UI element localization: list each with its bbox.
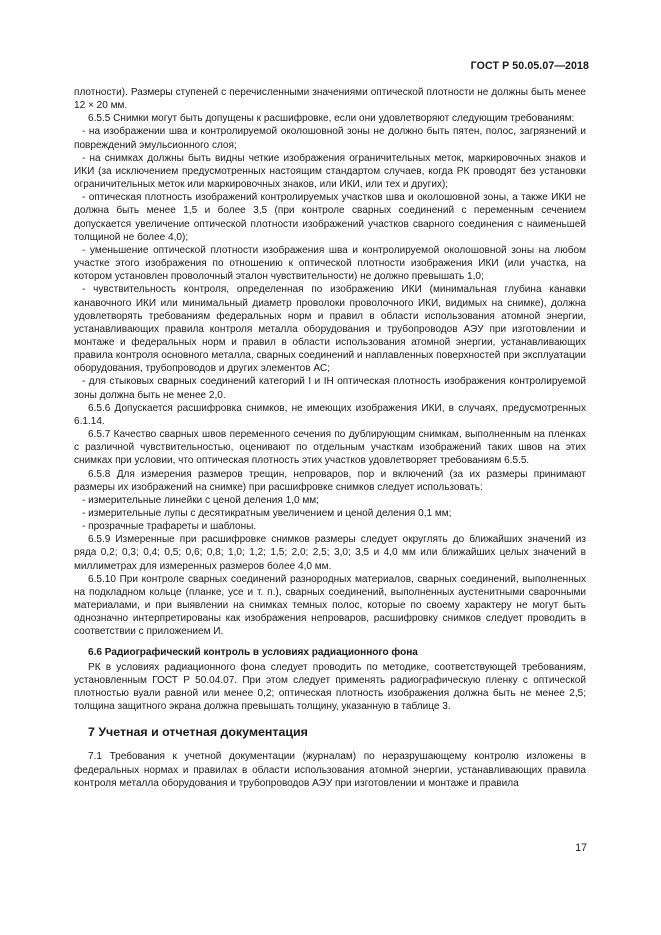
- paragraph-6-5-8: 6.5.8 Для измерения размеров трещин, непроваров, пор и включений (за их размеры принимают размеры их изображений на снимке) при расшифровке снимков следует использовать:: [74, 468, 586, 493]
- page-number: 17: [575, 842, 587, 854]
- paragraph-6-5-9: 6.5.9 Измеренные при расшифровке снимков размеры следует округлять до ближайших значений из ряда 0,2; 0,3; 0,4; 0,5; 0,6; 0,8; 1,0; 1,2; 1,5; 2,0; 2,5; 3,0; 3,5 и 4,0 мм или ближайших целых значений в миллиметрах для измеренных размеров более 4,0 мм.: [74, 534, 586, 572]
- list-item: - на снимках должны быть видны четкие изображения ограничительных меток, маркировочных знаков и ИКИ (за исключением предусмотренных настоящим стандартом случаев, когда РК проводят без установки ограничительных меток или маркировочных знаков, или ИКИ, или тех и других);: [74, 152, 586, 191]
- paragraph-6-5-10: 6.5.10 При контроле сварных соединений разнородных материалов, сварных соединений, выполненных на подкладном кольце (планке, усе и т. п.), сварных соединений, выполненных аустенитными сварочными материалами, и при выявлении на снимках темных полос, которые по своему характеру не могут быть однозначно интерпретированы как изображения непроваров, расшифровку снимков следует проводить в соответствии с приложением И.: [74, 573, 586, 638]
- section-heading: 7 Учетная и отчетная документация: [88, 725, 308, 740]
- list-item: - оптическая плотность изображений контролируемых участков шва и околошовной зоны, а также ИКИ не должна быть менее 1,5 и более 3,5 (при контроле сварных соединений с переменным сечением допускается увеличение оптической плотности изображений участков сварного соединения с наименьшей толщиной не более 4,0);: [74, 192, 586, 243]
- paragraph-7-1: 7.1 Требования к учетной документации (журналам) по неразрушающему контролю изложены в федеральных нормах и правилах в области использования атомной энергии, устанавливающих правила контроля металла оборудования и трубопроводов АЭУ при изготовлении и монтаже и правила: [74, 751, 586, 789]
- subsection-heading: 6.6 Радиографический контроль в условиях радиационного фона: [88, 646, 418, 658]
- paragraph-6-6: РК в условиях радиационного фона следует проводить по методике, соответствующей требованиям, установленным ГОСТ Р 50.04.07. При этом следует применять радиографическую пленку с оптической плотностью вуали равной или менее 0,2; оптическая плотность изображения должна быть не менее 2,5; толщина защитного экрана должна превышать толщину, указанную в таблице 3.: [74, 661, 586, 713]
- doc-code-header: ГОСТ Р 50.05.07—2018: [470, 60, 589, 72]
- list-item: - чувствительность контроля, определенная по изображению ИКИ (минимальная глубина канавки канавочного ИКИ или минимальный диаметр проволоки проволочного ИКИ, видимых на снимке), должна удовлетворять требованиям федеральных норм и правил в области использования атомной энергии, устанавливающих правила контроля металла оборудования и трубопроводов АЭУ при изготовлении и монтаже и федеральных норм и правил в области использования атомной энергии, устанавливающих правила контроля основного металла, сварных соединений и наплавленных поверхностей при эксплуатации оборудования, трубопроводов и других элементов АС;: [74, 284, 586, 375]
- paragraph-6-5-6: 6.5.6 Допускается расшифровка снимков, не имеющих изображения ИКИ, в случаях, предусмотренных 6.1.14.: [74, 402, 586, 427]
- list-item: - измерительные линейки с ценой деления 1,0 мм;: [82, 494, 319, 506]
- paragraph-6-5-5: 6.5.5 Снимки могут быть допущены к расшифровке, если они удовлетворяют следующим требованиям:: [88, 113, 575, 125]
- list-item: - измерительные лупы с десятикратным увеличением и ценой деления 0,1 мм;: [82, 508, 452, 519]
- paragraph-continuation: плотности). Размеры ступеней с перечисленными значениями оптической плотности не должны быть менее 12 × 20 мм.: [74, 87, 586, 112]
- list-item: - на изображении шва и контролируемой околошовной зоны не должно быть пятен, полос, загрязнений и повреждений эмульсионного слоя;: [74, 126, 586, 151]
- list-item: - прозрачные трафареты и шаблоны.: [82, 521, 257, 533]
- list-item: - уменьшение оптической плотности изображения шва и контролируемой околошовной зоны на любом участке этого изображения по отношению к оптической плотности изображения ИКИ (или участка, на котором установлен проволочный эталон чувствительности) не должно превышать 1,0;: [74, 244, 586, 283]
- page-content: [74, 86, 586, 790]
- list-item: - для стыковых сварных соединений категорий I и IН оптическая плотность изображения контролируемой зоны должна быть не менее 2,0.: [74, 376, 586, 401]
- paragraph-6-5-7: 6.5.7 Качество сварных швов переменного сечения по дублирующим снимкам, выполненным на пленках с различной чувствительностью, оценивают по отдельным участкам изображений таких швов на этих снимках при условии, что оптическая плотность этих участков удовлетворяет требованиям 6.5.5.: [74, 429, 586, 467]
